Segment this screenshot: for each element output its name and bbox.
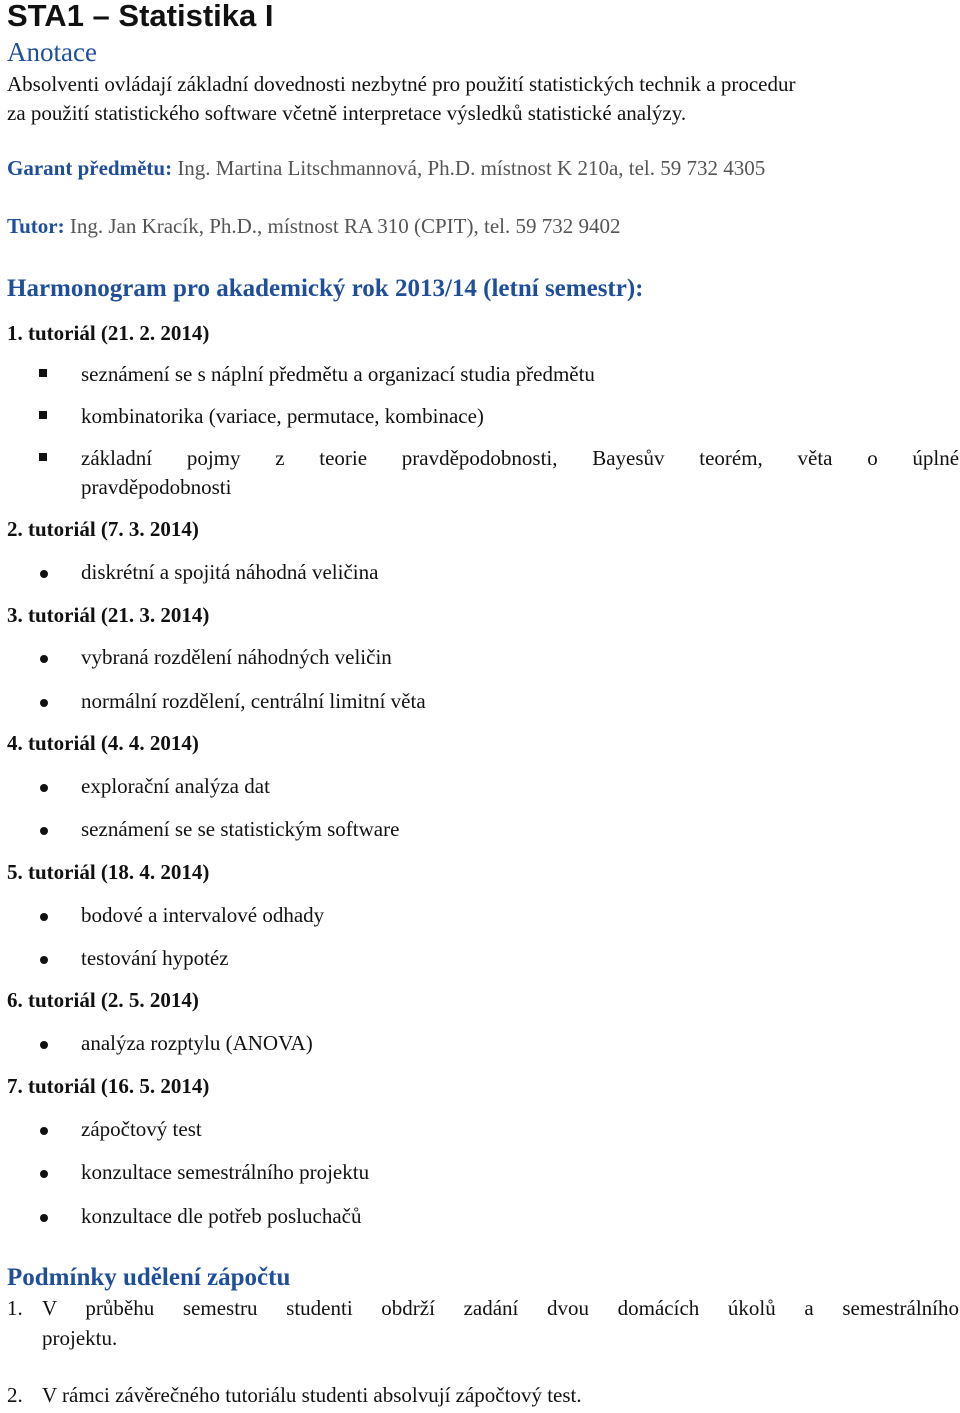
word: úplné [912,446,960,470]
round-bullet-icon [40,699,48,707]
tutor-label: Tutor: [7,214,65,238]
tutorial-1-item-1: seznámení se s náplní předmětu a organizací studia předmětu [81,362,595,386]
word: pojmy [186,446,241,470]
tutorial-7-item-2: konzultace semestrálního projektu [81,1160,370,1184]
round-bullet-icon [40,1127,48,1135]
tutorial-2-item-1: diskrétní a spojitá náhodná veličina [81,560,379,584]
tutor-line [7,214,620,239]
tutorial-5-item-2: testování hypotéz [81,946,229,970]
anotace-heading: Anotace [7,37,97,67]
square-bullet-icon [39,411,47,419]
word: o [867,446,878,470]
tutorial-5-item-1: bodové a intervalové odhady [81,903,325,927]
round-bullet-icon [40,655,48,663]
tutorial-1-item-3-line-1 [81,446,959,471]
square-bullet-icon [39,369,47,377]
word: základní [81,446,153,470]
page-title: STA1 – Statistika I [7,0,274,33]
square-bullet-icon [39,453,47,461]
tutorial-1-item-3-line-2: pravděpodobnosti [81,475,232,499]
word: Bayesův [592,446,665,470]
round-bullet-icon [40,1041,48,1049]
round-bullet-icon [40,570,48,578]
tutorial-3-item-2: normální rozdělení, centrální limitní věta [81,689,426,713]
tutorial-7-item-3: konzultace dle potřeb posluchačů [81,1204,362,1228]
garant-line [7,156,765,181]
tutorial-5-heading: 5. tutoriál (18. 4. 2014) [7,860,210,884]
round-bullet-icon [40,1214,48,1222]
condition-1-line-2: projektu. [42,1326,118,1350]
garant-label: Garant předmětu: [7,156,173,180]
word: pravděpodobnosti, [401,446,558,470]
tutor-text: Ing. Jan Kracík, Ph.D., místnost RA 310 (CPIT), tel. 59 732 9402 [64,214,621,238]
harmonogram-heading: Harmonogram pro akademický rok 2013/14 (letní semestr): [7,275,644,302]
tutorial-1-item-2: kombinatorika (variace, permutace, kombinace) [81,404,484,428]
word: věta [797,446,833,470]
round-bullet-icon [40,784,48,792]
word: teorém, [699,446,763,470]
tutorial-6-heading: 6. tutoriál (2. 5. 2014) [7,988,199,1012]
anotace-paragraph [7,70,795,128]
word: z [275,446,285,470]
condition-2-line-1: V rámci závěrečného tutoriálu studenti absolvují zápočtový test. [42,1383,582,1407]
tutorial-6-item-1: analýza rozptylu (ANOVA) [81,1031,313,1055]
garant-text: Ing. Martina Litschmannová, Ph.D. místnost K 210a, tel. 59 732 4305 [172,156,766,180]
tutorial-2-heading: 2. tutoriál (7. 3. 2014) [7,517,199,541]
tutorial-3-item-1: vybraná rozdělení náhodných veličin [81,645,392,669]
round-bullet-icon [40,827,48,835]
round-bullet-icon [40,913,48,921]
anotace-line-2: za použití statistického software včetně interpretace výsledků statistické analýzy. [7,101,687,125]
tutorial-7-heading: 7. tutoriál (16. 5. 2014) [7,1074,210,1098]
podminky-heading: Podmínky udělení zápočtu [7,1264,291,1291]
tutorial-3-heading: 3. tutoriál (21. 3. 2014) [7,603,210,627]
tutorial-4-item-1: explorační analýza dat [81,774,270,798]
round-bullet-icon [40,1170,48,1178]
tutorial-7-item-1: zápočtový test [81,1117,202,1141]
tutorial-4-item-2: seznámení se se statistickým software [81,817,400,841]
anotace-line-1: Absolventi ovládají základní dovednosti nezbytné pro použití statistických technik a procedur [7,72,796,96]
word: teorie [319,446,368,470]
tutorial-1-heading: 1. tutoriál (21. 2. 2014) [7,321,210,345]
tutorial-4-heading: 4. tutoriál (4. 4. 2014) [7,731,199,755]
round-bullet-icon [40,956,48,964]
condition-1-line-1: V průběhu semestru studenti obdrží zadání dvou domácích úkolů a semestrálního [42,1296,959,1320]
condition-1-number: 1. [7,1296,23,1320]
condition-2-number: 2. [7,1383,23,1407]
